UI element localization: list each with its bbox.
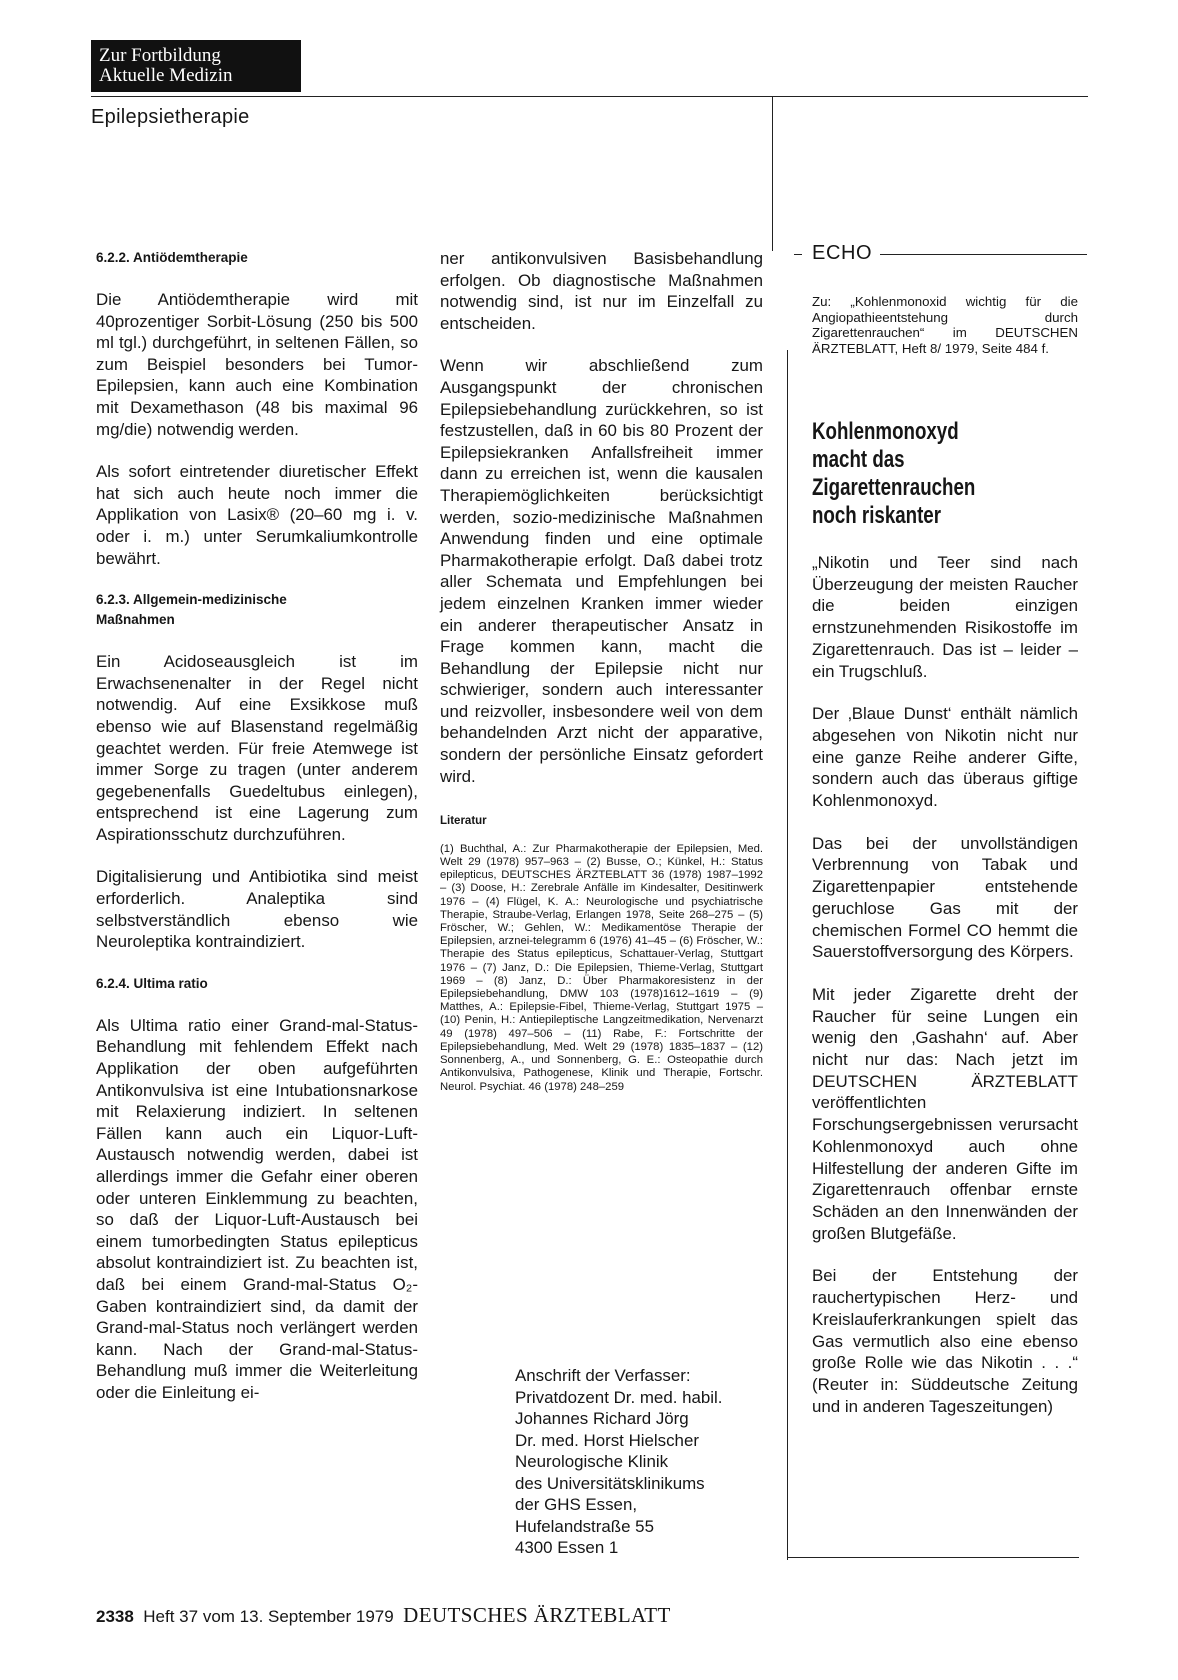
page-footer bbox=[96, 1603, 671, 1628]
paragraph: Mit jeder Zigarette dreht der Raucher für seine Lungen ein wenig den ‚Gashahn‘ auf. Aber nicht nur das: Nach jetzt im DEUTSCHEN ÄRZTEBLATT veröffentlichten Forschungsergebnissen verursacht Kohlenmonoxyd auch ohne Hilfestellung der anderen Gifte im Zigarettenrauch offenbar ernste Schäden an den Innenwänden der großen Blutgefäße. bbox=[812, 984, 1078, 1243]
reference-list: (1) Buchthal, A.: Zur Pharmakotherapie der Epilepsien, Med. Welt 29 (1978) 957–963 – (2) Busse, O.; Künkel, H.: Status epilepticus, DEUTSCHES ÄRZTEBLATT 36 (1978) 1987–1992 – (3) Doose, H.: Zerebrale Anfälle im Kindesalter, Desitinwerk 1976 – (4) Flügel, K. A.: Neurologische und psychiatrische Therapie, Straube-Verlag, Erlangen 1978, Seite 268–275 – (5) Fröscher, W.; Gehlen, W.: Medikamentöse Therapie der Epilepsien, arznei-telegramm 6 (1976) 41–45 – (6) Fröscher, W.: Therapie des Status epilepticus, Schattauer-Verlag, Stuttgart 1976 – (7) Janz, D.: Die Epilepsien, Thieme-Verlag, Stuttgart 1969 – (8) Janz, D.: Über Pharmakoresistenz in der Epilepsiebehandlung, DMW 103 (1978)1612–1619 – (9) Matthes, A.: Epilepsie-Fibel, Thieme-Verlag, Stuttgart 1975 – (10) Penin, H.: Antiepileptische Langzeitmedikation, Nervenarzt 49 (1978) 497–506 – (11) Rabe, F.: Fortschritte der Epilepsiebehandlung, Med. Welt 29 (1978) 1835–1837 – (12) Sonnenberg, A., und Sonnenberg, G. E.: Osteopathie durch Antikonvulsiva, Pathogenese, Klinik und Therapie, Fortschr. Neurol. Psychiat. 46 (1978) 248–259 bbox=[440, 842, 763, 1093]
header-rule bbox=[91, 96, 1088, 97]
paragraph: „Nikotin und Teer sind nach Überzeugung der meisten Raucher die beiden einzigen ernstzunehmenden Risikostoffe im Zigarettenrauch. Das ist – leider – ein Trugschluß. bbox=[812, 553, 1078, 681]
address-line: Dr. med. Horst Hielscher bbox=[515, 1430, 699, 1450]
section-heading-antioedem: 6.2.2. Antiödemtherapie bbox=[96, 250, 248, 265]
section-heading-ultima-ratio: 6.2.4. Ultima ratio bbox=[96, 975, 208, 991]
page-number: 2338 bbox=[96, 1607, 134, 1626]
echo-reference: Zu: „Kohlenmonoxid wichtig für die Angiopathieentstehung durch Zigarettenrauchen“ im DEUTSCHEN ÄRZTEBLATT, Heft 8/ 1979, Seite 484 f. bbox=[812, 294, 1078, 356]
paragraph: Als Ultima ratio einer Grand-mal-Status-Behandlung mit fehlendem Effekt nach Applikation der oben aufgeführten Antikonvulsiva ist eine Intubationsnarkose mit Relaxierung indiziert. In seltenen Fällen kann auch ein Liquor-Luft-Austausch notwendig werden, dabei ist allerdings immer die Gefahr einer oberen oder unteren Einklemmung zu beachten, so daß der Liquor-Luft-Austausch bei einem tumorbedingten Status epilepticus absolut kontraindiziert ist. Zu beachten ist, daß bei einem Grand-mal-Status O₂-Gaben kontraindiziert sind, da damit der Grand-mal-Status noch verlängert werden kann. Nach der Grand-mal-Status-Behandlung muß immer die Weiterleitung oder die Einleitung ei- bbox=[96, 1015, 418, 1402]
echo-headline bbox=[812, 418, 975, 530]
echo-box-border bbox=[880, 254, 1087, 255]
address-line: der GHS Essen, bbox=[515, 1495, 638, 1514]
address-line: Privatdozent Dr. med. habil. bbox=[515, 1387, 723, 1407]
section-heading-massnahmen: 6.2.3. Allgemein-medizinische Maßnahmen bbox=[96, 592, 287, 628]
address-line: Hufelandstraße 55 bbox=[515, 1516, 654, 1536]
paragraph: Der ‚Blaue Dunst‘ enthält nämlich abgesehen von Nikotin nicht nur eine ganze Reihe anderer Gifte, sondern auch das überaus giftige Kohlenmonoxyd. bbox=[812, 704, 1078, 811]
paragraph: Wenn wir abschließend zum Ausgangspunkt der chronischen Epilepsiebehandlung zurückkehren, so ist festzustellen, daß in 60 bis 80 Prozent der Epilepsiekranken Anfallsfreiheit immer dann zu erreichen ist, wenn die kausalen Therapiemöglichkeiten berücksichtigt werden, sozio-medizinische Maßnahmen Anwendung finden und eine optimale Pharmakotherapie erfolgt. Daß dabei trotz aller Schemata und Empfehlungen bei jedem einzelnen Kranken immer wieder ein anderer therapeutischer Ansatz in Frage kommen kann, macht die Behandlung der Epilepsie nicht nur schwieriger, sondern auch interessanter und reizvoller, insbesondere weil von dem behandelnden Arzt nicht der apparative, sondern der persönliche Einsatz gefordert wird. bbox=[440, 356, 763, 786]
section-label bbox=[91, 40, 301, 92]
headline-line: Kohlenmonoxyd bbox=[812, 418, 959, 445]
address-line: Anschrift der Verfasser: bbox=[515, 1366, 691, 1385]
page-title: Epilepsietherapie bbox=[91, 106, 250, 128]
headline-line: macht das bbox=[812, 446, 905, 473]
paragraph: Digitalisierung und Antibiotika sind meist erforderlich. Analeptika sind selbstverständlich ebenso wie Neuroleptika kontraindiziert. bbox=[96, 867, 418, 952]
paragraph: Bei der Entstehung der rauchertypischen Herz- und Kreislauferkrankungen spielt das Gas vermutlich also eine ebenso große Rolle wie das Nikotin . . .“ (Reuter in: Süddeutsche Zeitung und in anderen Tageszeitungen) bbox=[812, 1266, 1078, 1416]
author-address bbox=[515, 1365, 722, 1559]
echo-box-border bbox=[787, 350, 788, 1560]
headline-line: noch riskanter bbox=[812, 502, 942, 529]
paragraph: Das bei der unvollständigen Verbrennung von Tabak und Zigarettenpapier entstehende geruchlose Gas mit der chemischen Formel CO hemmt die Sauerstoffversorgung des Körpers. bbox=[812, 833, 1078, 962]
paragraph: Ein Acidoseausgleich ist im Erwachsenenalter in der Regel nicht notwendig. Auf eine Exsikkose muß ebenso wie auf Blasenstand regelmäßig geachtet werden. Für freie Atemwege ist immer Sorge zu tragen (unter anderem gegebenenfalls Guedeltubus einlegen), entsprechend ist eine Lagerung zum Aspirationsschutz durchzuführen. bbox=[96, 652, 418, 844]
address-line: Johannes Richard Jörg bbox=[515, 1409, 689, 1428]
article-column-1 bbox=[96, 248, 418, 1425]
echo-box-border bbox=[794, 254, 802, 255]
address-line: 4300 Essen 1 bbox=[515, 1538, 619, 1557]
literature-heading: Literatur bbox=[440, 815, 487, 828]
paragraph: Die Antiödemtherapie wird mit 40prozentiger Sorbit-Lösung (250 bis 500 ml tgl.) durchgeführt, in seltenen Fällen, so zum Beispiel besonders bei Tumor-Epilepsien, kann auch eine Kombination mit Dexamethason (48 bis maximal 96 mg/die) notwendig werden. bbox=[96, 290, 418, 439]
address-line: des Universitätsklinikums bbox=[515, 1473, 705, 1493]
paragraph: Als sofort eintretender diuretischer Effekt hat sich auch heute noch immer die Applikation von Lasix® (20–60 mg i. v. oder i. m.) unter Serumkaliumkontrolle bewährt. bbox=[96, 462, 418, 568]
paragraph: ner antikonvulsiven Basisbehandlung erfolgen. Ob diagnostische Maßnahmen notwendig sind, ist nur im Einzelfall zu entscheiden. bbox=[440, 249, 763, 333]
section-label-line2: Aktuelle Medizin bbox=[99, 65, 233, 86]
echo-body bbox=[812, 552, 1078, 1438]
journal-name: DEUTSCHES ÄRZTEBLATT bbox=[403, 1603, 671, 1627]
article-column-2 bbox=[440, 248, 763, 1094]
headline-line: Zigarettenrauchen bbox=[812, 474, 976, 501]
echo-label: ECHO bbox=[812, 242, 873, 264]
section-label-line1: Zur Fortbildung bbox=[99, 45, 221, 66]
issue-info: Heft 37 vom 13. September 1979 bbox=[143, 1607, 394, 1626]
echo-box-border bbox=[787, 1557, 1079, 1558]
address-line: Neurologische Klinik bbox=[515, 1452, 669, 1471]
column-divider bbox=[772, 96, 773, 251]
